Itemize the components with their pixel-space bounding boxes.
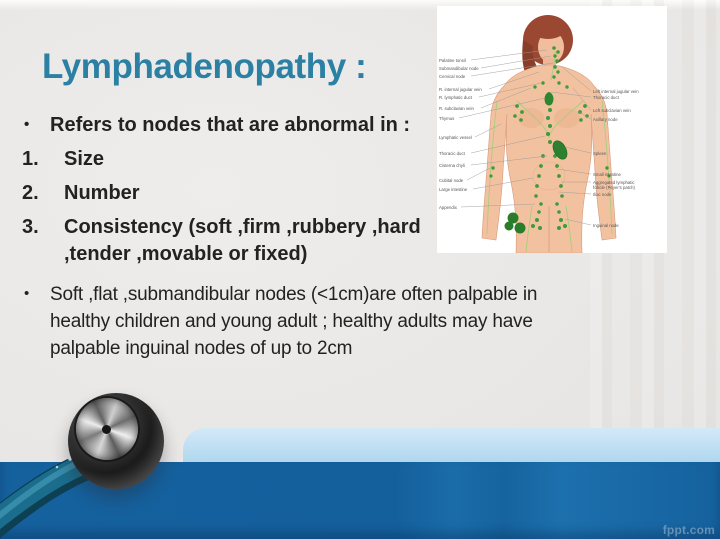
item-number: 2.	[22, 182, 39, 204]
figure-hair-fringe	[530, 17, 566, 39]
diagram-left-labels	[439, 58, 482, 210]
bullet-item	[20, 281, 668, 362]
slide-title: Lymphadenopathy :	[42, 47, 367, 86]
diagram-label: R. lymphatic duct	[439, 95, 472, 100]
fppt-watermark: fppt.com	[662, 523, 715, 537]
diagram-label: Large intestine	[439, 187, 468, 192]
bullet-glyph: •	[24, 116, 30, 133]
item-text	[64, 214, 421, 268]
item-text-line: Consistency (soft ,firm ,rubbery ,hard	[64, 216, 421, 238]
item-text: Size	[64, 148, 105, 170]
diagram-label: R. internal jugular vein	[439, 87, 482, 92]
diagram-label: R. subclavian vein	[439, 106, 474, 111]
item-text: Number	[64, 182, 140, 204]
diagram-label: Thymus	[439, 116, 455, 121]
item-number: 1.	[22, 148, 39, 170]
diagram-label: Cervical node	[439, 74, 466, 79]
diagram-label: Submandibular node	[439, 66, 479, 71]
diagram-label: Cubital node	[439, 178, 464, 183]
item-text-line: ,tender ,movable or fixed)	[64, 243, 308, 265]
diagram-label: Inguinal node	[593, 223, 619, 228]
item-number: 3.	[22, 216, 39, 238]
diagram-label: Aggregated lymphatic	[593, 180, 635, 185]
diagram-label: Cisterna chyli	[439, 163, 465, 168]
diagram-label: Left subclavian vein	[593, 108, 631, 113]
bullet-glyph: •	[24, 285, 30, 302]
thymus-shape	[545, 93, 554, 106]
diagram-label: Thoracic duct	[593, 95, 619, 100]
bullet-text	[50, 281, 537, 362]
diagram-label: Axillary node	[593, 117, 618, 122]
bullet-text-line: Soft ,flat ,submandibular nodes (<1cm)are often palpable in	[50, 284, 538, 305]
diagram-label: Iliac node	[593, 192, 612, 197]
bottom-light-blue-band	[183, 428, 720, 464]
bullet-text-line: healthy children and young adult ; healthy adults may have	[50, 311, 533, 332]
bullet-text: Refers to nodes that are abnormal in :	[50, 114, 411, 136]
diagram-label: Lymphatic vessel	[439, 135, 472, 140]
bullet-text-line: palpable inguinal nodes of up to 2cm	[50, 338, 353, 359]
diagram-label: Palatine tonsil	[439, 58, 466, 63]
anatomy-figure	[437, 6, 667, 253]
diagram-label: Left internal jugular vein	[593, 89, 639, 94]
diagram-label: Spleen	[593, 151, 607, 156]
diagram-label: Small intestine	[593, 172, 621, 177]
lymphatic-system-diagram	[437, 6, 667, 253]
stethoscope-center-hub	[102, 425, 111, 434]
stethoscope-image	[0, 380, 220, 539]
figure-shading	[554, 108, 580, 128]
diagram-label: follicle (Peyer's patch)	[593, 185, 635, 190]
diagram-label: Appendix	[439, 205, 457, 210]
diagram-label: Thoracic duct	[439, 151, 465, 156]
